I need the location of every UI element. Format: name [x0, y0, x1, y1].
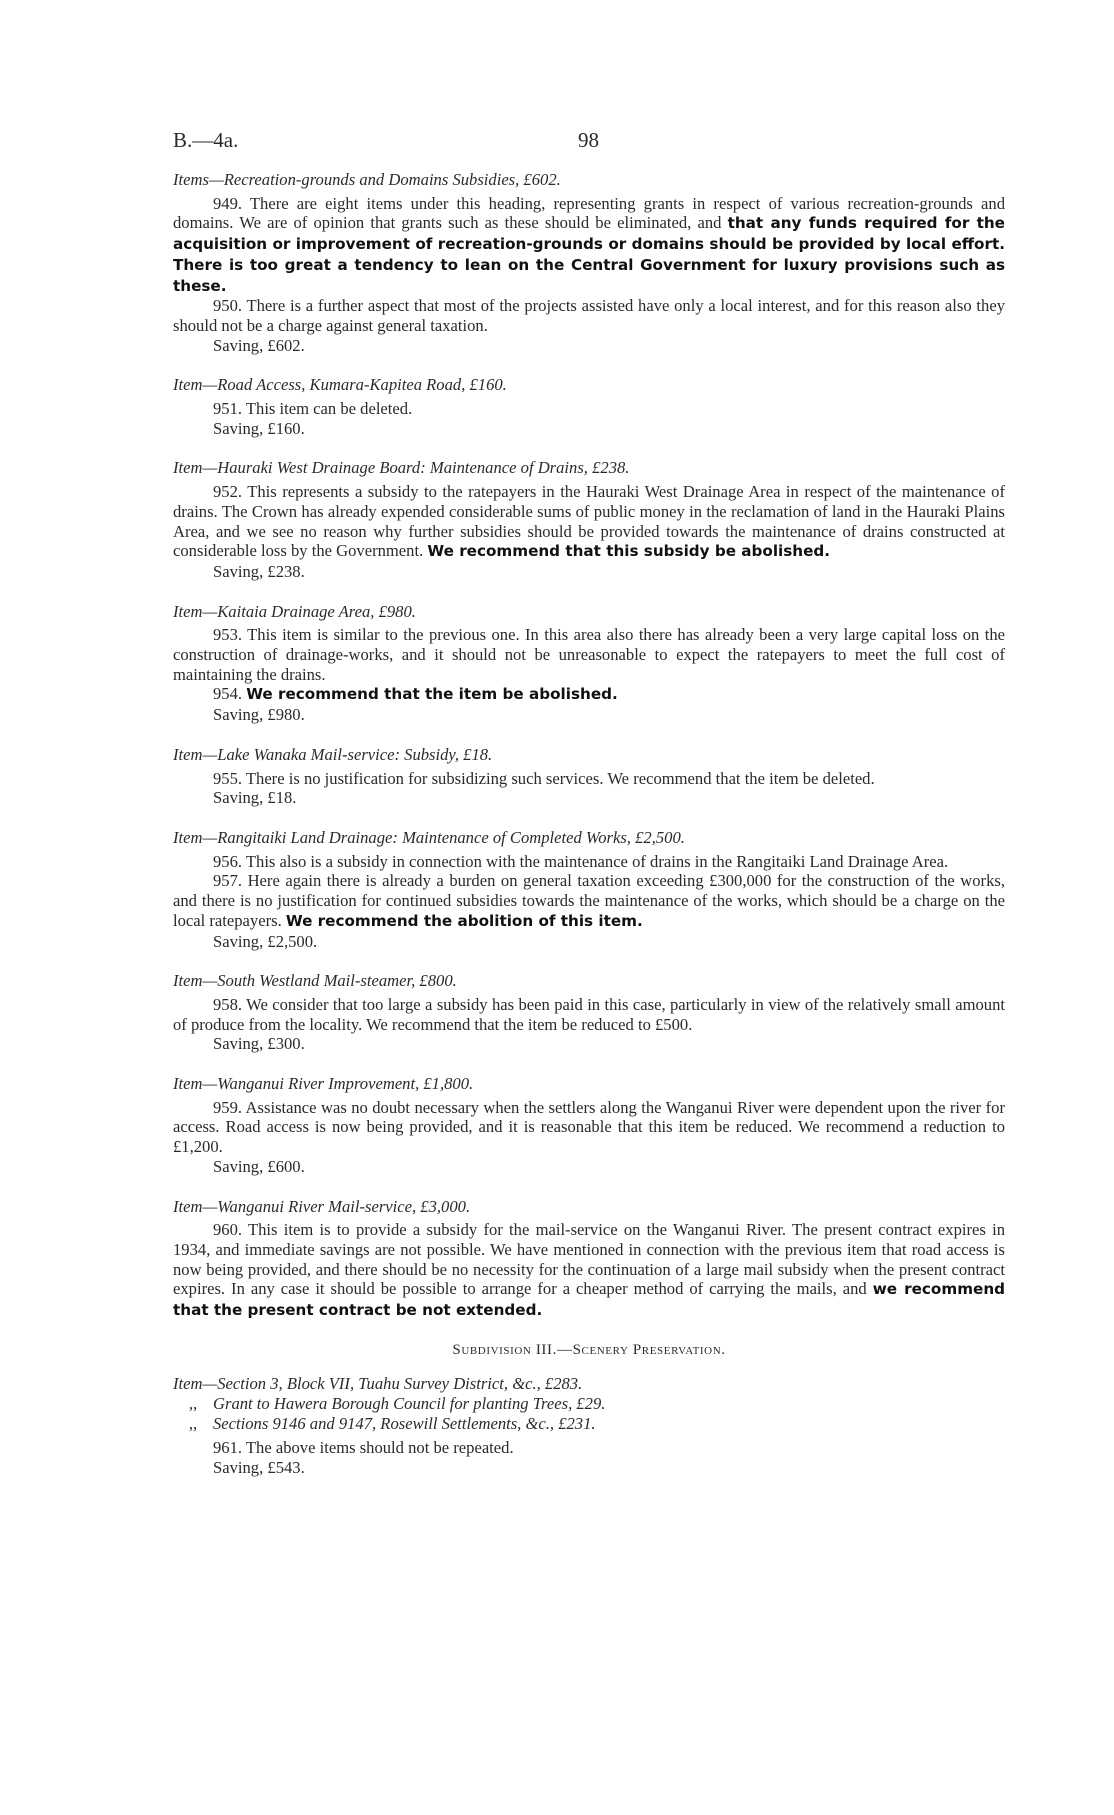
paragraph-956: 956. This also is a subsidy in connection with the maintenance of drains in the Rangitaiki Land Drainage Area. [213, 851, 949, 871]
section-heading: Item—Rangitaiki Land Drainage: Maintenance of Completed Works, £2,500. [173, 827, 685, 847]
saving-line: Saving, £2,500. [213, 931, 318, 951]
scenery-item: Item—Section 3, Block VII, Tuahu Survey District, &c., £283. [173, 1374, 583, 1394]
page-number: 98 [578, 128, 599, 152]
paragraph-961: 961. The above items should not be repeated. [213, 1438, 514, 1458]
paragraph-954: 954. We recommend that the item be abolished. [213, 684, 618, 704]
saving-line: Saving, £543. [213, 1458, 305, 1478]
recommendation-text: We recommend that this subsidy be abolished. [427, 542, 831, 561]
section-wanganui-mail [173, 1197, 1005, 1321]
section-heading: Item—Road Access, Kumara-Kapitea Road, £160. [173, 375, 507, 395]
paragraph-950: 950. There is a further aspect that most of the projects assisted have only a local interest, and for this reason also they should not be a charge against general taxation. [173, 296, 1005, 335]
recommendation-text: We recommend that the item be abolished. [246, 685, 618, 704]
section-heading: Item—Wanganui River Improvement, £1,800. [173, 1074, 474, 1094]
scenery-item: ,, Grant to Hawera Borough Council for planting Trees, £29. [188, 1394, 606, 1414]
saving-line: Saving, £238. [213, 561, 305, 581]
saving-line: Saving, £600. [213, 1156, 305, 1176]
section-heading: Item—Hauraki West Drainage Board: Maintenance of Drains, £238. [173, 458, 630, 478]
section-recreation-grounds [173, 170, 1005, 355]
scenery-items [173, 1374, 1005, 1434]
recommendation-text: we recommend that the present contract be not extended. [173, 1280, 1005, 1320]
paragraph-955: 955. There is no justification for subsidizing such services. We recommend that the item be deleted. [213, 768, 875, 788]
scenery-item: ,, Sections 9146 and 9147, Rosewill Settlements, &c., £231. [188, 1414, 596, 1434]
section-heading: Items—Recreation-grounds and Domains Subsidies, £602. [173, 170, 561, 189]
subdivision-heading: Subdivision III.—Scenery Preservation. [452, 1341, 726, 1358]
section-heading: Item—Lake Wanaka Mail-service: Subsidy, £18. [173, 744, 493, 764]
paragraph-957: 957. Here again there is already a burden on general taxation exceeding £300,000 for the construction of the works, and there is no justification for continued subsidies towards the maintenance of the works, which should be a charge on the local ratepayers. We recommend the abolition of this item. [173, 871, 1005, 930]
section-south-westland [173, 971, 1005, 1054]
section-heading: Item—Kaitaia Drainage Area, £980. [173, 601, 416, 621]
paragraph-953: 953. This item is similar to the previous one. In this area also there has already been a very large capital loss on the construction of drainage-works, and it should not be unreasonable to expect the ratepayers to meet the full cost of maintaining the drains. [173, 625, 1005, 684]
section-lake-wanaka [173, 745, 1005, 808]
recommendation-text: that any funds required for the acquisition or improvement of recreation-grounds or domains should be provided by local effort. There is too great a tendency to lean on the Central Government for luxury provisions such as these. [173, 214, 1005, 295]
saving-line: Saving, £602. [213, 335, 305, 355]
paragraph-960: 960. This item is to provide a subsidy for the mail-service on the Wanganui River. The present contract expires in 1934, and immediate savings are not possible. We have mentioned in connection with the previous item that road access is now being provided, and there should be no necessity for the continuation of a large mail subsidy when the present contract expires. In any case it should be possible to arrange for a cheaper method of carrying the mails, and we recommend that the present contract be not extended. [173, 1220, 1005, 1320]
paragraph-951: 951. This item can be deleted. [213, 399, 413, 419]
saving-line: Saving, £18. [213, 788, 297, 808]
paragraph-959: 959. Assistance was no doubt necessary when the settlers along the Wanganui River were dependent upon the river for access. Road access is now being provided, and it is reasonable that this item be reduced. We recommend a reduction to £1,200. [173, 1097, 1005, 1157]
section-heading: Item—Wanganui River Mail-service, £3,000. [173, 1196, 471, 1216]
document-body [173, 170, 1005, 1478]
section-hauraki-drainage [173, 458, 1005, 581]
section-wanganui-improvement [173, 1074, 1005, 1177]
section-rangitaiki-drainage [173, 828, 1005, 951]
recommendation-text: We recommend the abolition of this item. [285, 911, 643, 930]
saving-line: Saving, £980. [213, 705, 305, 725]
paragraph-949: 949. There are eight items under this heading, representing grants in respect of various recreation-grounds and domains. We are of opinion that grants such as these should be eliminated, and that any funds required for the acquisition or improvement of recreation-grounds or domains should be provided by local effort. There is too great a tendency to lean on the Central Government for luxury provisions such as these. [173, 193, 1005, 295]
section-kaitaia-drainage [173, 602, 1005, 725]
section-road-access [173, 375, 1005, 438]
saving-line: Saving, £300. [213, 1034, 305, 1054]
saving-line: Saving, £160. [213, 418, 305, 438]
paragraph-952: 952. This represents a subsidy to the ratepayers in the Hauraki West Drainage Area in respect of the maintenance of drains. The Crown has already expended considerable sums of public money in the reclamation of land in the Hauraki Plains Area, and we see no reason why further subsidies should be provided towards the maintenance of drains constructed at considerable loss by the Government. We recommend that this subsidy be abolished. [173, 482, 1005, 561]
paragraph-958: 958. We consider that too large a subsidy has been paid in this case, particularly in view of the relatively small amount of produce from the locality. We recommend that the item be reduced to £500. [173, 994, 1005, 1034]
section-heading: Item—South Westland Mail-steamer, £800. [173, 971, 457, 991]
document-reference: B.—4a. [173, 128, 239, 152]
